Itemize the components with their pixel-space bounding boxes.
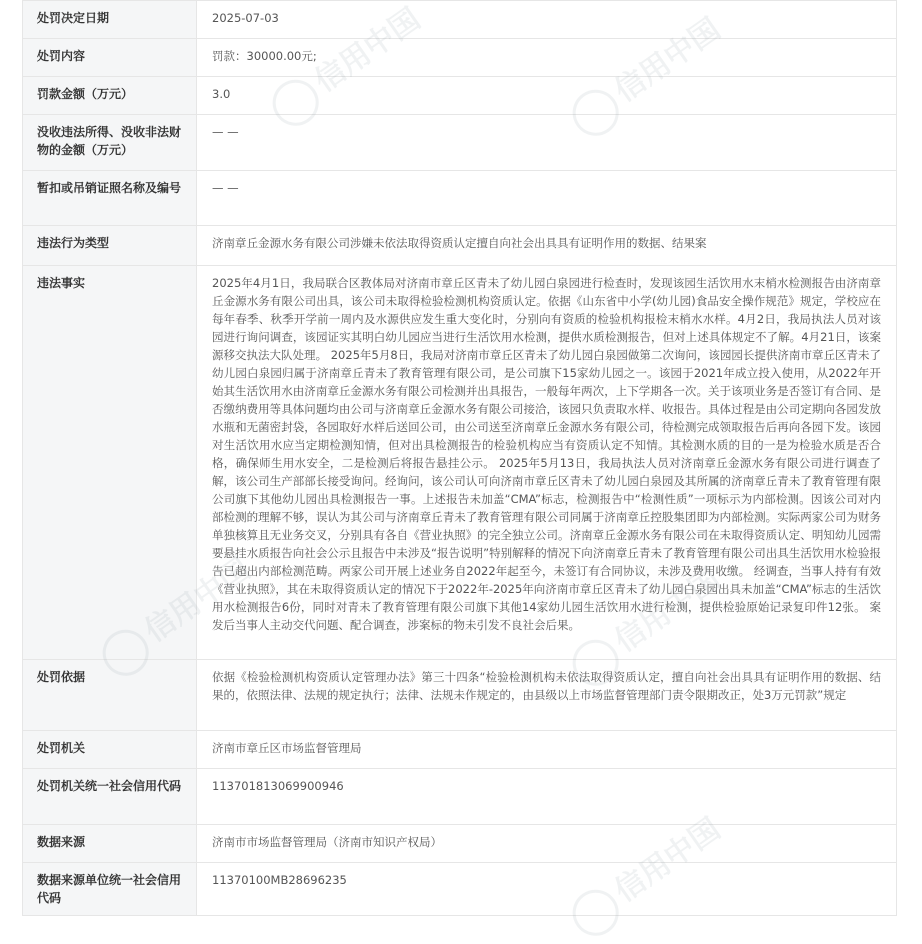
row-label-penalty-content: 处罚内容 <box>23 39 197 76</box>
row-label-penalty-basis: 处罚依据 <box>23 660 197 730</box>
table-row <box>23 660 896 731</box>
row-label-license-revoked: 暂扣或吊销证照名称及编号 <box>23 171 197 225</box>
table-row <box>23 266 896 660</box>
row-label-penalty-authority: 处罚机关 <box>23 731 197 768</box>
table-row <box>23 226 896 266</box>
table-row <box>23 39 896 77</box>
table-row <box>23 863 896 916</box>
table-row <box>23 769 896 825</box>
table-row <box>23 731 896 769</box>
row-label-fine-amount: 罚款金额（万元） <box>23 77 197 114</box>
row-value-confiscation-amount: — — <box>212 125 239 139</box>
row-value-authority-credit-code: 113701813069900946 <box>212 779 344 793</box>
penalty-detail-table <box>22 0 897 916</box>
row-value-penalty-basis: 依据《检验检测机构资质认定管理办法》第三十四条“检验检测机构未依法取得资质认定，擅自向社会出具具有证明作用的数据、结果的，依照法律、法规的规定执行；法律、法规未作规定的，由县级以上市场监督管理部门责令限期改正，处3万元罚款”规定 <box>212 670 881 702</box>
row-value-data-source: 济南市市场监督管理局（济南市知识产权局） <box>212 835 442 849</box>
table-row <box>23 171 896 226</box>
row-value-fine-amount: 3.0 <box>212 87 231 101</box>
table-row <box>23 825 896 863</box>
row-label-violation-facts: 违法事实 <box>23 266 197 659</box>
table-row <box>23 115 896 171</box>
row-label-confiscation-amount: 没收违法所得、没收非法财物的金额（万元） <box>23 115 197 170</box>
table-row <box>23 0 896 39</box>
row-label-source-credit-code: 数据来源单位统一社会信用代码 <box>23 863 197 915</box>
row-label-violation-type: 违法行为类型 <box>23 226 197 265</box>
row-label-data-source: 数据来源 <box>23 825 197 862</box>
row-value-license-revoked: — — <box>212 181 239 195</box>
row-value-violation-facts: 2025年4月1日，我局联合区教体局对济南市章丘区青未了幼儿园白泉园进行检查时，发现该园生活饮用水末梢水检测报告由济南章丘金源水务有限公司出具，该公司未取得检验检测机构资质认定。依据《山东省中小学(幼儿园)食品安全操作规范》规定，学校应在每年春季、秋季开学前一周内及水源供应发生重大变化时，分别向有资质的检验机构报检末梢水水样。4月2日，我局执法人员对该园进行询问调查，该园证实其明白幼儿园应当进行生活饮用水检测，提供水质检测报告，但对上述具体规定不了解。4月21日，该案源移交执法大队处理。 2025年5月8日，我局对济南市章丘区青未了幼儿园白泉园做第二次询问，该园园长提供济南市章丘区青未了幼儿园白泉园归属于济南章丘青未了教育管理有限公司，是公司旗下15家幼儿园之一。该园于2021年成立投入使用，从2022年开始其生活饮用水由济南章丘金源水务有限公司检测并出具报告，一般每年两次，上下学期各一次。关于该项业务是否签订有合同、是否缴纳费用等具体问题均由公司与济南章丘金源水务有限公司接洽，该园只负责取水样、收报告。具体过程是由公司定期向各园发放水瓶和无菌密封袋，各园取好水样后送回公司，由公司送至济南章丘金源水务有限公司，待检测完成领取报告后再向各园下发。该园对生活饮用水应当定期检测知情，但对出具检测报告的检验机构应当有资质认定不知情。其检测水质的目的一是为检验水质是否合格，确保师生用水安全，二是检测后将报告悬挂公示。 2025年5月13日，我局执法人员对济南章丘金源水务有限公司进行调查了解，该公司生产部部长接受询问。经询问，该公司认可向济南市章丘区青未了幼儿园白泉园及其所属的济南章丘青未了教育管理有限公司旗下其他幼儿园出具检测报告一事。上述报告未加盖“CMA”标志，检测报告中“检测性质”一项标示为内部检测。因该公司对内部检测的理解不够，误认为其公司与济南章丘青未了教育管理有限公司同属于济南章丘控股集团即为内部检测。实际两家公司为财务单独核算且无业务交叉，分别具有各自《营业执照》的完全独立公司。济南章丘金源水务有限公司在未取得资质认定、明知幼儿园需要悬挂水质报告向社会公示且报告中未涉及“报告说明”特别解释的情况下向济南章丘青未了教育管理有限公司出具生活饮用水检验报告已超出内部检测范畴。两家公司开展上述业务自2022年起至今，未签订有合同协议，未涉及费用收缴。 经调查，当事人持有有效《营业执照》，其在未取得资质认定的情况下于2022年-2025年向济南市章丘区青未了幼儿园白泉园出具未加盖“CMA”标志的生活饮用水检测报告6份，同时对青未了教育管理有限公司旗下其他14家幼儿园生活饮用水进行检测，提供检验原始记录复印件12张。 案发后当事人主动交代问题、配合调查，涉案标的物未引发不良社会后果。 <box>212 276 881 632</box>
row-label-authority-credit-code: 处罚机关统一社会信用代码 <box>23 769 197 824</box>
row-label-decision-date: 处罚决定日期 <box>23 1 197 38</box>
row-value-source-credit-code: 11370100MB28696235 <box>212 873 347 887</box>
row-value-decision-date: 2025-07-03 <box>212 11 279 25</box>
table-row <box>23 77 896 115</box>
row-value-violation-type: 济南章丘金源水务有限公司涉嫌未依法取得资质认定擅自向社会出具具有证明作用的数据、结果案 <box>212 236 707 250</box>
row-value-penalty-authority: 济南市章丘区市场监督管理局 <box>212 741 362 755</box>
row-value-penalty-content: 罚款：30000.00元; <box>212 49 317 63</box>
